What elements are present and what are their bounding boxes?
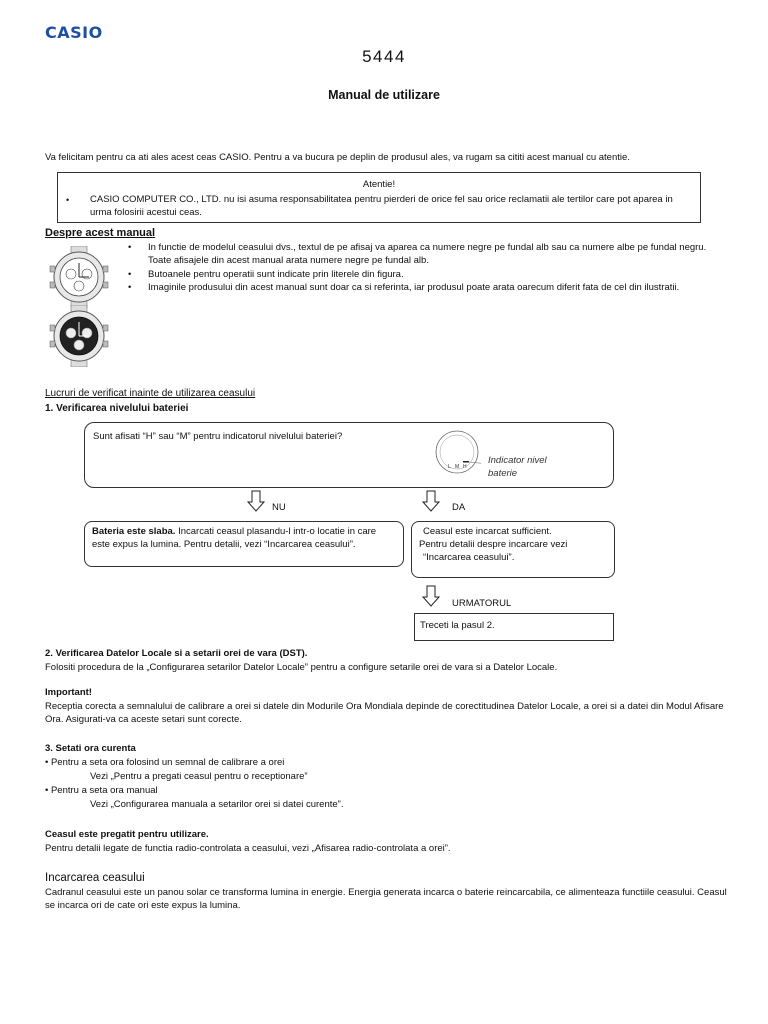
next-step-box: Treceti la pasul 2.	[414, 613, 614, 641]
battery-ok-line2: Pentru detalii despre incarcare vezi	[419, 538, 568, 550]
warning-heading: Atentie!	[362, 179, 396, 190]
battery-indicator-icon	[433, 428, 481, 476]
page-title: Manual de utilizare	[328, 88, 440, 102]
step3-title: 3. Setati ora curenta	[45, 743, 136, 754]
about-bullet-list	[128, 242, 728, 296]
model-number: 5444	[362, 47, 406, 66]
indicator-letter-m: M	[455, 464, 460, 470]
warning-box	[57, 172, 701, 223]
about-heading: Despre acest manual	[45, 227, 156, 239]
arrow-down-icon	[247, 490, 265, 512]
indicator-letter-l: L	[448, 464, 451, 470]
list-item: • In functie de modelul ceasului dvs., textul de pe afisaj va aparea ca numere negre pe fundal alb sau ca numere albe pe fundal negru. Toate afisajele din acest manual arata numere negre pe fundal alb.	[128, 242, 707, 266]
indicator-label: Indicator nivel baterie	[488, 455, 547, 479]
battery-low-text: Incarcati ceasul plasandu-l intr-o locatie in care este expus la lumina. Pentru detalii, vezi “Incarcarea ceasului”.	[92, 526, 377, 550]
ready-title: Ceasul este pregatit pentru utilizare.	[45, 829, 209, 840]
charging-text: Cadranul ceasului este un panou solar ce transforma lumina in energie. Energia generata incarca o baterie reincarcabila, ce alimenteaza functiile ceasului. Ceasul se incarca ori de cate ori este expus la lumina.	[45, 887, 727, 911]
step3-item1: • Pentru a seta ora folosind un semnal de calibrare a orei	[45, 757, 285, 768]
warning-bullet: •	[66, 195, 70, 205]
step2-text: Folositi procedura de la „Configurarea setarilor Datelor Locale” pentru a configure setarile orei de vara si a Datelor Locale.	[45, 662, 558, 673]
battery-ok-box	[411, 521, 615, 578]
casio-logo: CASIO	[45, 23, 103, 42]
important-text: Receptia corecta a semnalului de calibrare a orei si datele din Modurile Ora Mondiala depinde de corectitudinea Datelor Locale, a orei si a datei din Modul Afisare Ora. Asigurati-va ca aceste setari sunt corecte.	[45, 701, 724, 725]
battery-question-box	[84, 422, 614, 488]
battery-low-box	[84, 521, 404, 567]
yes-label: DA	[452, 502, 466, 513]
battery-ok-line3: “Incarcarea ceasului”.	[423, 551, 515, 563]
battery-question: Sunt afisati “H” sau “M” pentru indicatorul nivelului bateriei?	[93, 431, 343, 442]
step2-title: 2. Verificarea Datelor Locale si a setarii orei de vara (DST).	[45, 648, 308, 659]
arrow-down-icon	[422, 490, 440, 512]
watch-illustration-light	[44, 246, 114, 308]
step1-title: 1. Verificarea nivelului bateriei	[45, 403, 189, 414]
step3-item2-ref: Vezi „Configurarea manuala a setarilor orei si datei curente”.	[90, 799, 344, 810]
checks-heading: Lucruri de verificat inainte de utilizarea ceasului	[45, 388, 256, 399]
step3-item1-ref: Vezi „Pentru a pregati ceasul pentru o receptionare”	[90, 771, 308, 782]
important-title: Important!	[45, 687, 92, 698]
battery-ok-line1: Ceasul este incarcat sufficient.	[423, 526, 552, 537]
indicator-letter-h: H	[463, 464, 467, 470]
list-item: • Butoanele pentru operatii sunt indicate prin literele din figura.	[128, 268, 404, 280]
watch-illustration-dark	[44, 305, 114, 367]
ready-text: Pentru detalii legate de functia radio-controlata a ceasului, vezi „Afisarea radio-controlata a orei”.	[45, 843, 451, 854]
arrow-down-icon	[422, 585, 440, 607]
warning-text: CASIO COMPUTER CO., LTD. nu isi asuma responsabilitatea pentru pierderi de orice fel sau orice reclamatii ale tertilor care pot aparea in urma folosirii acestui ceas.	[90, 194, 673, 218]
step3-item2: • Pentru a seta ora manual	[45, 785, 158, 796]
next-label: URMATORUL	[452, 598, 512, 609]
battery-low-title: Bateria este slaba.	[92, 526, 176, 537]
no-label: NU	[272, 502, 286, 513]
intro-text: Va felicitam pentru ca ati ales acest ceas CASIO. Pentru a va bucura pe deplin de produsul ales, va rugam sa cititi acest manual cu atentie.	[45, 152, 630, 163]
list-item: • Imaginile produsului din acest manual sunt doar ca si referinta, iar produsul poate arata oarecum diferit fata de cel din ilustratii.	[128, 282, 680, 294]
charging-heading: Incarcarea ceasului	[45, 872, 145, 884]
